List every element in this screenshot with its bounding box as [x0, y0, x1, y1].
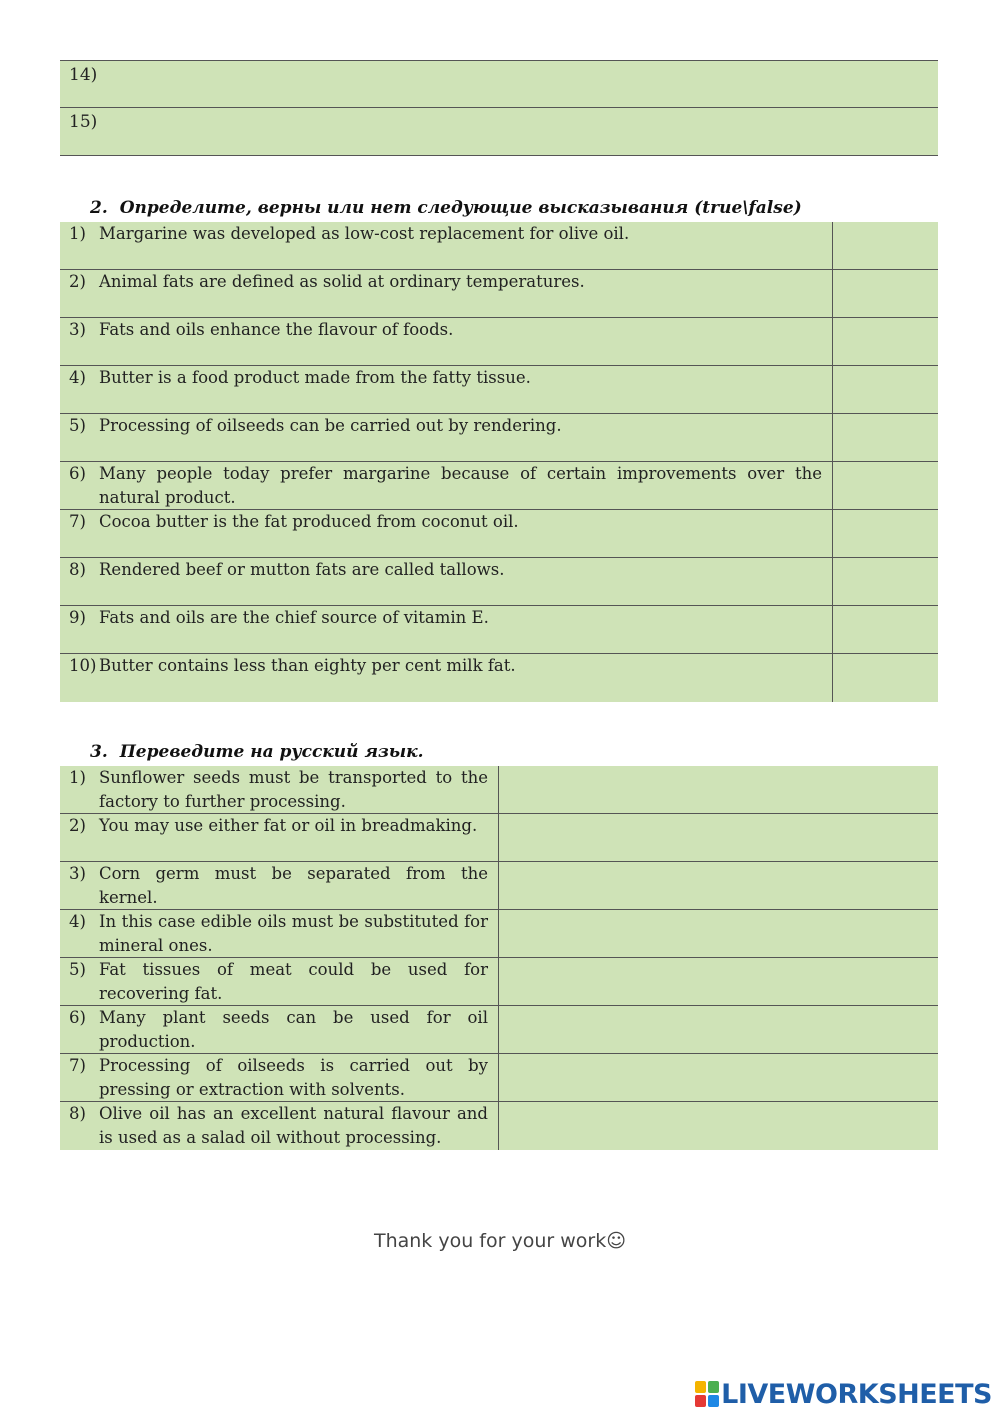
statement-text: Fats and oils enhance the flavour of foods.: [99, 320, 454, 339]
table-row: [60, 222, 938, 270]
sentence-number: 5): [69, 960, 86, 979]
statement-number: 1): [69, 224, 86, 243]
translation-answer-cell[interactable]: [499, 1054, 938, 1101]
sentence-text: Many plant seeds can be used for oil production.: [99, 1008, 488, 1051]
table-row: [60, 1054, 938, 1102]
translation-answer-cell[interactable]: [499, 1102, 938, 1150]
table-row: [60, 462, 938, 510]
section-number: 3.: [90, 742, 108, 762]
statement-cell: [60, 462, 833, 509]
statement-text: Rendered beef or mutton fats are called tallows.: [99, 560, 505, 579]
logo-square: [708, 1381, 719, 1393]
statement-text: Butter is a food product made from the fatty tissue.: [99, 368, 531, 387]
translation-answer-cell[interactable]: [499, 1006, 938, 1053]
true-false-answer-cell[interactable]: [833, 510, 938, 557]
statement-number: 5): [69, 416, 86, 435]
sentence-number: 6): [69, 1008, 86, 1027]
answer-row-14[interactable]: [60, 60, 938, 107]
statement-text: Cocoa butter is the fat produced from coconut oil.: [99, 512, 519, 531]
sentence-text: Olive oil has an excellent natural flavour and is used as a salad oil without processing.: [99, 1104, 488, 1147]
table-row: [60, 1102, 938, 1150]
translation-answer-cell[interactable]: [499, 766, 938, 813]
sentence-text: Fat tissues of meat could be used for recovering fat.: [99, 960, 488, 1003]
table-row: [60, 558, 938, 606]
true-false-answer-cell[interactable]: [833, 318, 938, 365]
liveworksheets-brand[interactable]: [695, 1378, 992, 1410]
statement-number: 4): [69, 368, 86, 387]
statement-text: Many people today prefer margarine because of certain improvements over the natural product.: [99, 464, 822, 507]
sentence-number: 4): [69, 912, 86, 931]
brand-name: LIVEWORKSHEETS: [721, 1378, 992, 1410]
statement-cell: [60, 366, 833, 413]
sentence-cell: [60, 910, 499, 957]
statement-number: 3): [69, 320, 86, 339]
table-row: [60, 958, 938, 1006]
logo-square: [695, 1395, 706, 1407]
statement-cell: [60, 606, 833, 653]
statement-number: 2): [69, 272, 86, 291]
table-row: [60, 318, 938, 366]
statement-number: 8): [69, 560, 86, 579]
sentence-cell: [60, 1102, 499, 1150]
sentence-cell: [60, 1006, 499, 1053]
statement-number: 10): [69, 656, 97, 675]
table-row: [60, 270, 938, 318]
statement-cell: [60, 414, 833, 461]
sentence-number: 3): [69, 864, 86, 883]
table-row: [60, 1006, 938, 1054]
table-row: [60, 510, 938, 558]
sentence-cell: [60, 1054, 499, 1101]
statement-cell: [60, 222, 833, 269]
logo-square: [708, 1395, 719, 1407]
table-row: [60, 414, 938, 462]
section-title: Определите, верны или нет следующие высказывания (true\false): [119, 198, 802, 218]
table-row: [60, 814, 938, 862]
liveworksheets-logo-icon: [695, 1381, 719, 1407]
answer-table-continuation: [60, 60, 938, 156]
translation-table: [60, 766, 938, 1150]
table-row: [60, 766, 938, 814]
sentence-number: 7): [69, 1056, 86, 1075]
answer-row-15[interactable]: [60, 107, 938, 156]
translation-answer-cell[interactable]: [499, 958, 938, 1005]
statement-text: Fats and oils are the chief source of vitamin E.: [99, 608, 489, 627]
translation-answer-cell[interactable]: [499, 910, 938, 957]
table-row: [60, 910, 938, 958]
section-2-heading: [90, 197, 802, 219]
statement-cell: [60, 558, 833, 605]
sentence-number: 1): [69, 768, 86, 787]
translation-answer-cell[interactable]: [499, 814, 938, 861]
true-false-answer-cell[interactable]: [833, 414, 938, 461]
statement-number: 9): [69, 608, 86, 627]
sentence-number: 8): [69, 1104, 86, 1123]
true-false-table: [60, 222, 938, 702]
statement-text: Margarine was developed as low-cost replacement for olive oil.: [99, 224, 630, 243]
true-false-answer-cell[interactable]: [833, 270, 938, 317]
sentence-cell: [60, 766, 499, 813]
table-row: [60, 606, 938, 654]
true-false-answer-cell[interactable]: [833, 366, 938, 413]
statement-text: Animal fats are defined as solid at ordinary temperatures.: [99, 272, 585, 291]
row-label: 14): [69, 65, 98, 85]
statement-cell: [60, 270, 833, 317]
statement-text: Butter contains less than eighty per cent milk fat.: [99, 656, 516, 675]
table-row: [60, 654, 938, 702]
statement-text: Processing of oilseeds can be carried out by rendering.: [99, 416, 562, 435]
logo-square: [695, 1381, 706, 1393]
section-3-heading: [90, 741, 424, 763]
table-row: [60, 366, 938, 414]
true-false-answer-cell[interactable]: [833, 558, 938, 605]
section-title: Переведите на русский язык.: [119, 742, 424, 762]
true-false-answer-cell[interactable]: [833, 462, 938, 509]
sentence-cell: [60, 862, 499, 909]
sentence-text: Corn germ must be separated from the kernel.: [99, 864, 488, 907]
sentence-text: Processing of oilseeds is carried out by pressing or extraction with solvents.: [99, 1056, 488, 1099]
statement-cell: [60, 318, 833, 365]
sentence-text: In this case edible oils must be substituted for mineral ones.: [99, 912, 488, 955]
translation-answer-cell[interactable]: [499, 862, 938, 909]
sentence-cell: [60, 814, 499, 861]
section-number: 2.: [90, 198, 108, 218]
sentence-text: Sunflower seeds must be transported to the factory to further processing.: [99, 768, 488, 811]
sentence-cell: [60, 958, 499, 1005]
sentence-text: You may use either fat or oil in breadmaking.: [99, 816, 478, 835]
statement-cell: [60, 510, 833, 557]
statement-cell: [60, 654, 833, 702]
true-false-answer-cell[interactable]: [833, 654, 938, 702]
true-false-answer-cell[interactable]: [833, 222, 938, 269]
statement-number: 6): [69, 464, 86, 483]
row-label: 15): [69, 112, 98, 132]
table-row: [60, 862, 938, 910]
statement-number: 7): [69, 512, 86, 531]
thank-you-note: Thank you for your work☺: [373, 1230, 627, 1252]
sentence-number: 2): [69, 816, 86, 835]
true-false-answer-cell[interactable]: [833, 606, 938, 653]
